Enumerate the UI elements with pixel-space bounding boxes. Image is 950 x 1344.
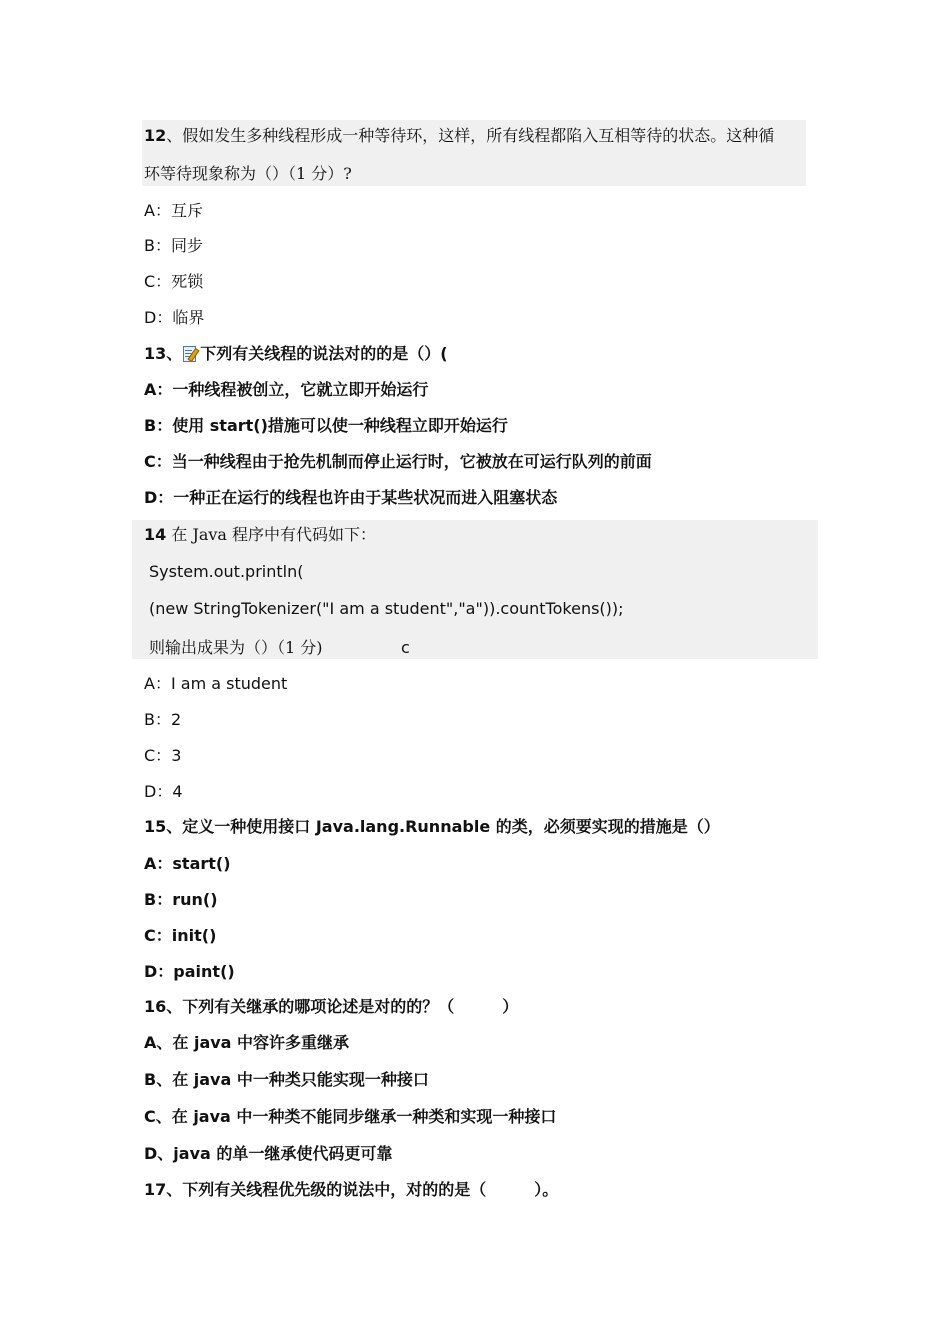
q15-stem: 15、定义一种使用接口 Java.lang.Runnable 的类，必须要实现的措施是（） — [144, 817, 720, 836]
q12-option-c: C：死锁 — [144, 272, 204, 291]
q12-stem-line2: 环等待现象称为（）（1 分）? — [144, 164, 352, 183]
q12-stem-line1 — [144, 125, 774, 147]
q15-option-c: C：init() — [144, 926, 217, 945]
q13-option-c: C：当一种线程由于抢先机制而停止运行时，它被放在可运行队列的前面 — [144, 452, 652, 471]
q13-stem-text: 下列有关线程的说法对的的是（）( — [200, 344, 448, 363]
q14-option-a: A：I am a student — [144, 674, 288, 693]
q14-stem — [144, 524, 376, 546]
q14-result-line: 则输出成果为（）（1 分) — [149, 638, 323, 657]
q16-option-c: C、在 java 中一种类不能同步继承一种类和实现一种接口 — [144, 1107, 557, 1126]
q12-number: 12 — [144, 126, 167, 145]
q15-option-d: D：paint() — [144, 962, 235, 981]
q14-code-line1: System.out.println( — [149, 562, 304, 581]
q13-option-a: A：一种线程被创立，它就立即开始运行 — [144, 380, 429, 399]
q15-option-b: B：run() — [144, 890, 218, 909]
q16-option-b: B、在 java 中一种类只能实现一种接口 — [144, 1070, 429, 1089]
q14-option-c: C：3 — [144, 746, 182, 765]
q14-number: 14 — [144, 525, 167, 544]
q12-option-b: B：同步 — [144, 236, 203, 255]
note-edit-icon — [182, 346, 198, 361]
q12-option-a: A：互斥 — [144, 201, 203, 220]
q14-code-line2: (new StringTokenizer("I am a student","a")).countTokens()); — [149, 599, 624, 618]
q13-option-d: D：一种正在运行的线程也许由于某些状况而进入阻塞状态 — [144, 488, 558, 507]
q13-stem: 13、 下列有关线程的说法对的的是（）( — [144, 344, 448, 363]
q14-answer: c — [401, 638, 410, 657]
q16-stem: 16、下列有关继承的哪项论述是对的的？（ ） — [144, 997, 519, 1016]
q16-option-a: A、在 java 中容许多重继承 — [144, 1033, 350, 1052]
q15-option-a: A：start() — [144, 854, 231, 873]
q13-number: 13 — [144, 344, 167, 363]
q12-option-d: D：临界 — [144, 308, 205, 327]
q14-intro: 在 Java 程序中有代码如下： — [166, 525, 377, 544]
q14-option-d: D：4 — [144, 782, 183, 801]
q13-option-b: B：使用 start()措施可以使一种线程立即开始运行 — [144, 416, 508, 435]
q16-option-d: D、java 的单一继承使代码更可靠 — [144, 1144, 393, 1163]
q17-stem: 17、下列有关线程优先级的说法中，对的的是（ ）。 — [144, 1180, 559, 1199]
q14-option-b: B：2 — [144, 710, 182, 729]
q12-stem-text: 、假如发生多种线程形成一种等待环，这样，所有线程都陷入互相等待的状态。这种循 — [166, 126, 775, 145]
